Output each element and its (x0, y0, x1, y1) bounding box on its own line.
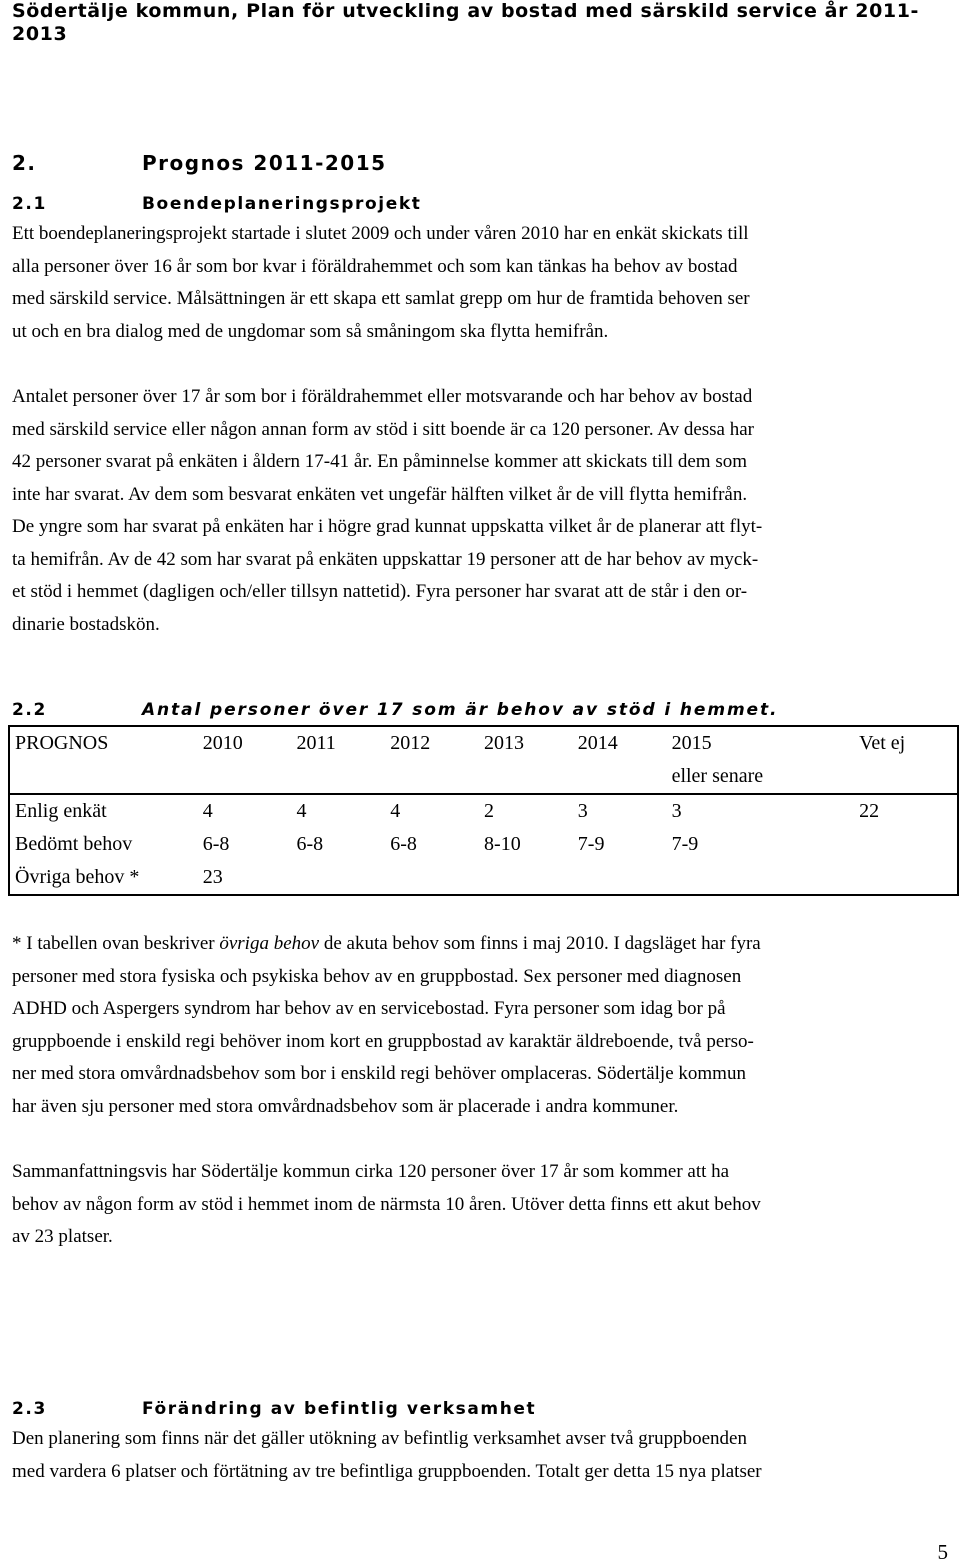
table-cell: Bedömt behov (9, 828, 198, 861)
table-cell: 22 (854, 794, 958, 828)
paragraph-line: Antalet personer över 17 år som bor i föräldrahemmet eller motsvarande och har behov av bostad (12, 386, 753, 407)
paragraph-line: De yngre som har svarat på enkäten har i högre grad kunnat uppskatta vilket år de planerar att flyt- (12, 516, 763, 537)
table-cell: 23 (198, 861, 292, 895)
paragraph-line: gruppboende i enskild regi behöver inom kort en gruppbostad av karaktär äldreboende, två perso- (12, 1030, 754, 1052)
paragraph-line (12, 928, 952, 961)
table-header-row (9, 726, 958, 794)
paragraph-line: av 23 platser. (12, 1226, 113, 1247)
table-cell: Övriga behov * (9, 861, 198, 895)
table-header-cell: 2014 (573, 726, 667, 794)
paragraph-line: alla personer över 16 år som bor kvar i föräldrahemmet och som kan tänkas ha behov av bostad (12, 255, 738, 277)
paragraph-line: ADHD och Aspergers syndrom har behov av en servicebostad. Fyra personer som idag bor på (12, 998, 726, 1019)
table-cell: 4 (202, 800, 213, 822)
table-cell (854, 828, 958, 861)
section-2-3-number: 2.3 (12, 1399, 47, 1419)
paragraph-line: Den planering som finns när det gäller utökning av befintlig verksamhet avser två gruppboenden (12, 1428, 747, 1449)
table-cell (667, 861, 855, 895)
section-2-number: 2. (12, 151, 37, 175)
paragraph-line: med särskild service eller någon annan form av stöd i sitt boende är ca 120 personer. Av dessa har (12, 418, 755, 440)
table-cell: 6-8 (296, 833, 324, 855)
paragraph-line: et stöd i hemmet (dagligen och/eller tillsyn nattetid). Fyra personer har svarat att de står i den or- (12, 581, 748, 602)
paragraph-line: ut och en bra dialog med de ungdomar som så småningom ska flytta hemifrån. (12, 320, 609, 342)
paragraph-line: 42 personer svarat på enkäten i åldern 17-41 år. En påminnelse kommer att skickats till dem som (12, 451, 747, 472)
paragraph-line: ner med stora omvårdnadsbehov som bor i enskild regi behöver omplaceras. Södertälje kommun (12, 1063, 746, 1084)
section-2-1-paragraph-1 (12, 218, 952, 348)
table-cell (479, 861, 573, 895)
table-cell (854, 861, 958, 895)
table-cell: Enlig enkät (9, 794, 198, 828)
table-header-cell: 2010 (198, 726, 292, 794)
table-cell (292, 861, 386, 895)
section-2-3-paragraph (12, 1423, 952, 1488)
table-cell: 7-9 (577, 833, 605, 855)
footnote-rest: de akuta behov som finns i maj 2010. I dagsläget har fyra (319, 933, 761, 954)
table-row (9, 794, 958, 828)
footnote-prefix: * I tabellen ovan beskriver (12, 933, 220, 954)
section-2-1-number: 2.1 (12, 194, 47, 214)
paragraph-line: har även sju personer med stora omvårdnadsbehov som är placerade i andra kommuner. (12, 1095, 679, 1117)
table-cell: 8-10 (484, 833, 521, 855)
paragraph-line: personer med stora fysiska och psykiska behov av en gruppbostad. Sex personer med diagnosen (12, 965, 742, 987)
table-header-cell-2015 (667, 726, 855, 794)
table-header-cell: Vet ej (854, 726, 958, 794)
summary-paragraph (12, 1156, 952, 1254)
table-header-cell: 2013 (479, 726, 573, 794)
section-2-2-heading (12, 699, 778, 721)
table-header-cell: 2012 (385, 726, 479, 794)
section-2-title: Prognos 2011-2015 (142, 151, 387, 175)
paragraph-line: med vardera 6 platser och förtätning av tre befintliga gruppboenden. Totalt ger detta 15 nya platser (12, 1460, 762, 1482)
table-row (9, 828, 958, 861)
section-2-3-heading (12, 1398, 536, 1420)
paragraph-line: Ett boendeplaneringsprojekt startade i slutet 2009 och under våren 2010 har en enkät skickats till (12, 223, 749, 244)
paragraph-line: Sammanfattningsvis har Södertälje kommun cirka 120 personer över 17 år som kommer att ha (12, 1161, 730, 1182)
prognosis-table (8, 725, 959, 896)
paragraph-line: ta hemifrån. Av de 42 som har svarat på enkäten uppskattar 19 personer att de har behov av myck- (12, 548, 759, 570)
section-2-heading (12, 150, 387, 176)
table-header-year: 2015 (671, 732, 712, 754)
table-cell (385, 861, 479, 895)
page-number: 5 (937, 1540, 948, 1564)
table-cell: 4 (296, 800, 307, 822)
table-cell: 4 (390, 800, 401, 822)
table-footnote (12, 928, 952, 1123)
table-header-cell: 2011 (292, 726, 386, 794)
table-cell: 3 (577, 800, 588, 822)
section-2-1-title: Boendeplaneringsprojekt (142, 194, 422, 214)
table-cell: 6-8 (390, 833, 417, 855)
section-2-3-title: Förändring av befintlig verksamhet (142, 1399, 537, 1419)
table-header-cell: PROGNOS (9, 726, 198, 794)
paragraph-line: behov av någon form av stöd i hemmet inom de närmsta 10 åren. Utöver detta finns ett akut behov (12, 1193, 761, 1215)
table-cell: 2 (484, 800, 495, 822)
section-2-2-number: 2.2 (12, 700, 47, 720)
table-cell (573, 861, 667, 895)
table-cell: 6-8 (202, 833, 230, 855)
section-2-2-title: Antal personer över 17 som är behov av stöd i hemmet. (142, 700, 779, 720)
table-row (9, 861, 958, 895)
table-cell: 7-9 (671, 833, 699, 855)
page-header: Södertälje kommun, Plan för utveckling av bostad med särskild service år 2011-2013 (12, 0, 920, 45)
paragraph-line: dinarie bostadskön. (12, 613, 160, 635)
section-2-1-paragraph-2 (12, 381, 952, 641)
section-2-1-heading (12, 193, 422, 215)
footnote-italic-term: övriga behov (219, 933, 320, 954)
table-header-sub: eller senare (671, 765, 764, 787)
paragraph-line: inte har svarat. Av dem som besvarat enkäten vet ungefär hälften vilket år de vill flytta hemifrån. (12, 483, 748, 505)
table-cell: 3 (671, 800, 682, 822)
paragraph-line: med särskild service. Målsättningen är ett skapa ett samlat grepp om hur de framtida behoven ser (12, 288, 750, 309)
